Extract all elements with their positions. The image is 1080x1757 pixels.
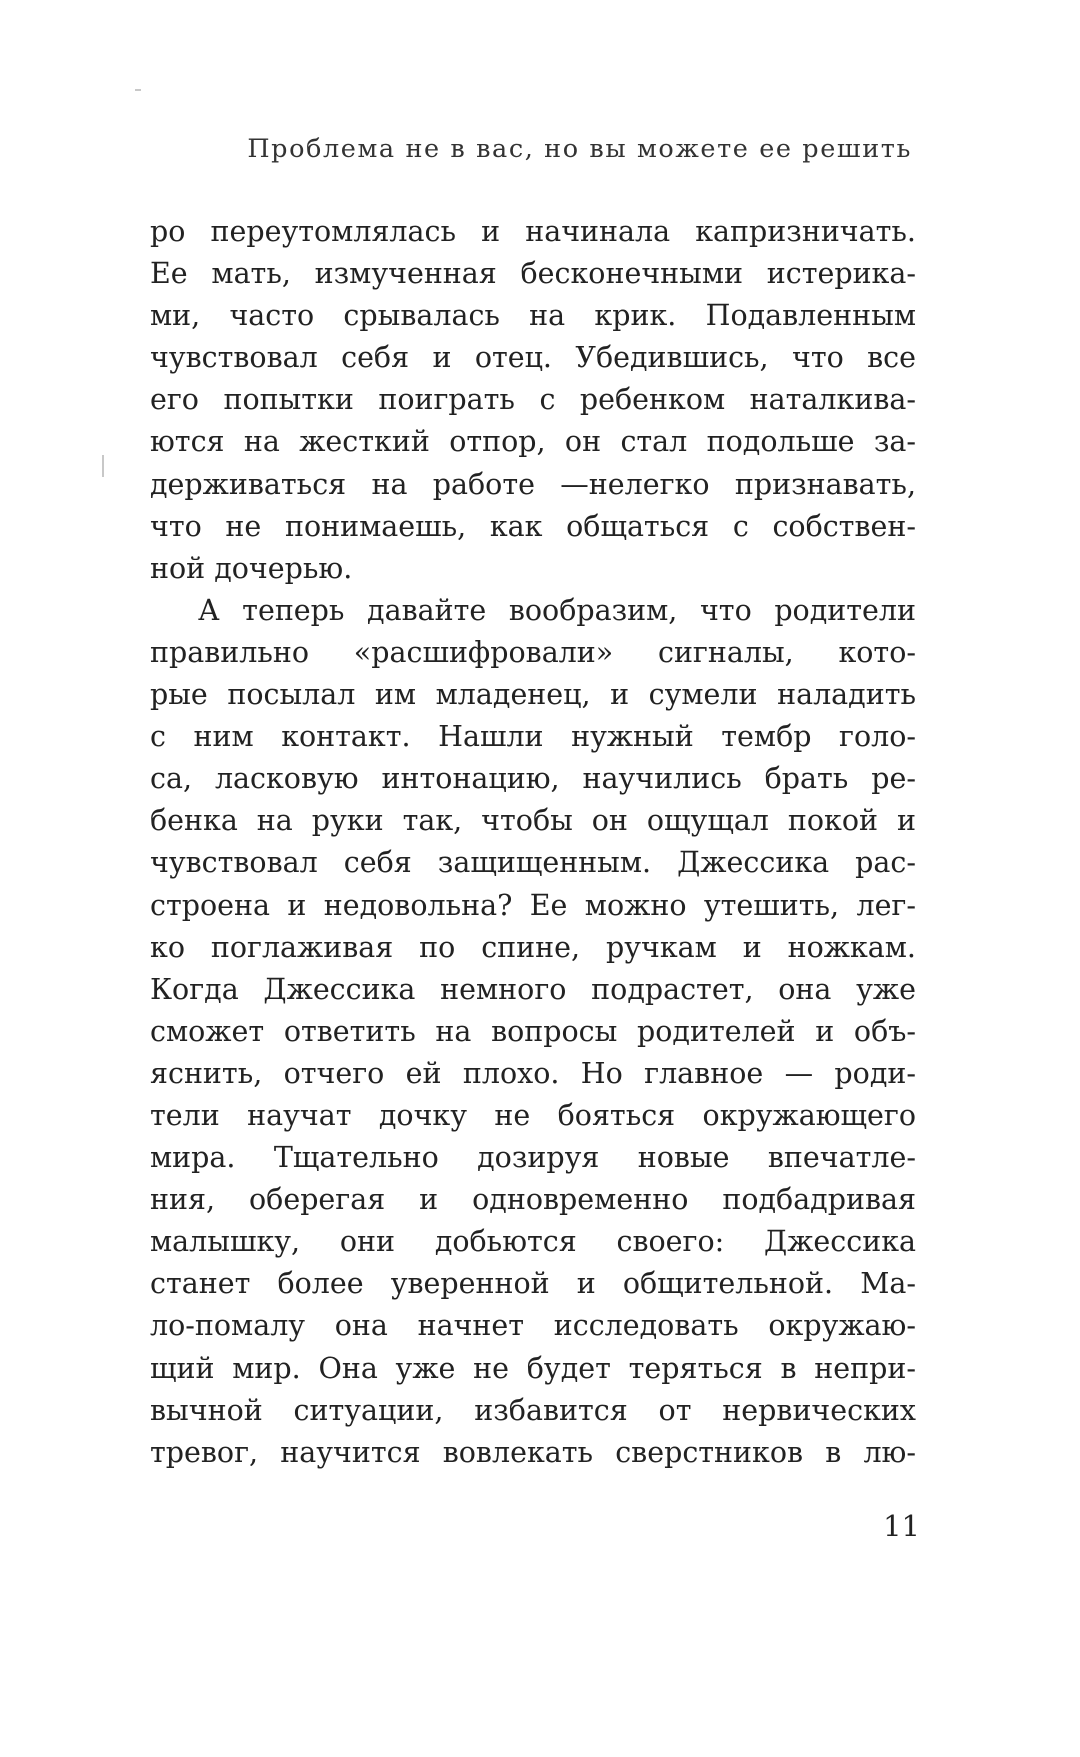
text-line: тревог, научится вовлекать сверстников в лю-: [150, 1435, 916, 1469]
body-text: [150, 211, 916, 1474]
text-line: А теперь давайте вообразим, что родители: [198, 593, 916, 627]
text-line: ются на жесткий отпор, он стал подольше за-: [150, 425, 916, 459]
text-line: строена и недовольна? Ее можно утешить, лег-: [150, 888, 916, 922]
text-line: сможет ответить на вопросы родителей и объ-: [150, 1014, 916, 1048]
text-line: с ним контакт. Нашли нужный тембр голо-: [150, 720, 916, 754]
text-line: держиваться на работе —нелегко признавать,: [150, 467, 916, 501]
text-line: чувствовал себя защищенным. Джессика рас-: [150, 846, 916, 880]
text-line: ной дочерью.: [150, 551, 353, 585]
scan-mark-top: [135, 89, 141, 91]
text-line: Когда Джессика немного подрастет, она уже: [150, 972, 916, 1006]
text-line: ро переутомлялась и начинала капризничать.: [150, 215, 916, 248]
text-line: яснить, отчего ей плохо. Но главное — роди-: [150, 1056, 916, 1090]
text-line: бенка на руки так, чтобы он ощущал покой и: [150, 804, 916, 838]
text-line: его попытки поиграть с ребенком наталкива-: [150, 383, 916, 417]
scan-mark-left: [102, 455, 104, 477]
text-line: вычной ситуации, избавится от нервических: [150, 1393, 916, 1427]
text-line: Ее мать, измученная бесконечными истерика-: [150, 257, 916, 291]
text-line: малышку, они добьются своего: Джессика: [150, 1225, 916, 1259]
page-number: 11: [883, 1509, 920, 1543]
text-line: что не понимаешь, как общаться с собствен-: [150, 509, 916, 543]
text-line: тели научат дочку не бояться окружающего: [150, 1098, 916, 1132]
running-header: Проблема не в вас, но вы можете ее решить: [247, 134, 912, 164]
text-line: мира. Тщательно дозируя новые впечатле-: [150, 1141, 916, 1175]
paragraph: [150, 211, 916, 590]
text-line: ло-помалу она начнет исследовать окружаю-: [150, 1309, 916, 1343]
text-line: ния, оберегая и одновременно подбадривая: [150, 1183, 916, 1217]
paragraph: [150, 590, 916, 1474]
text-line: рые посылал им младенец, и сумели наладить: [150, 678, 916, 712]
text-line: станет более уверенной и общительной. Ма-: [150, 1267, 916, 1301]
text-line: ми, часто срывалась на крик. Подавленным: [150, 299, 916, 333]
text-line: чувствовал себя и отец. Убедившись, что все: [150, 341, 916, 375]
text-line: щий мир. Она уже не будет теряться в непри-: [150, 1351, 916, 1385]
text-line: правильно «расшифровали» сигналы, кото-: [150, 635, 916, 669]
text-line: ко поглаживая по спине, ручкам и ножкам.: [150, 930, 916, 964]
text-line: са, ласковую интонацию, научились брать ре-: [150, 762, 916, 796]
